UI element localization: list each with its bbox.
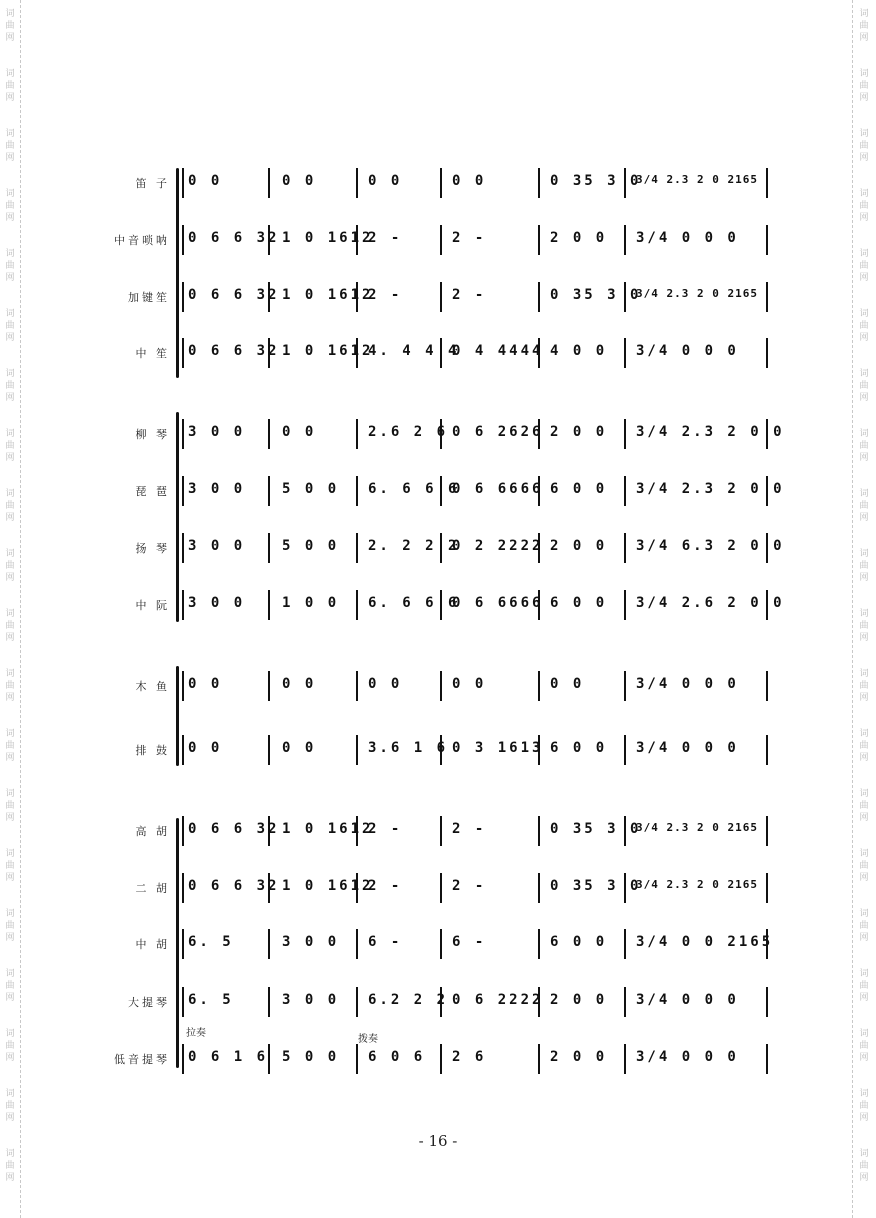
barline [538, 282, 540, 312]
measure: 0 6 2222 [452, 992, 544, 1008]
measure: 0 0 [550, 676, 585, 692]
watermark-text: 词曲网 [5, 969, 15, 1003]
barline [624, 671, 626, 701]
measure: 3/4 0 0 0 [636, 992, 739, 1008]
measure: 3 0 0 [282, 934, 340, 950]
instrument-label: 二 胡 [135, 882, 170, 895]
barline [624, 338, 626, 368]
measure: 3 0 0 [188, 424, 246, 440]
measure: 0 0 [452, 173, 487, 189]
barline [766, 987, 768, 1017]
measure: 5 0 0 [282, 1049, 340, 1065]
instrument-label: 扬 琴 [135, 542, 170, 555]
measure: 5 0 0 [282, 538, 340, 554]
measure: 0 0 [188, 676, 223, 692]
measure: 2 - [368, 878, 403, 894]
barline [624, 225, 626, 255]
measure: 0 6 6666 [452, 595, 544, 611]
watermark-text: 词曲网 [5, 789, 15, 823]
bowed-group-brace [176, 818, 179, 1068]
barline [538, 1044, 540, 1074]
barline [440, 873, 442, 903]
measure: 0 0 [368, 676, 403, 692]
measure: 1 0 1612 [282, 878, 374, 894]
page-number: - 16 - [418, 1132, 458, 1150]
watermark-text: 词曲网 [5, 549, 15, 583]
measure: 0 35 3 0 [550, 173, 642, 189]
system-start-barline [182, 476, 184, 506]
measure: 2 - [368, 230, 403, 246]
measure: 1 0 1612 [282, 821, 374, 837]
measure: 2 - [368, 287, 403, 303]
barline [356, 590, 358, 620]
instrument-label: 中 胡 [135, 938, 170, 951]
barline [268, 671, 270, 701]
barline [268, 168, 270, 198]
barline [766, 816, 768, 846]
woodwind-group-brace [176, 168, 179, 378]
watermark-text: 词曲网 [859, 189, 869, 223]
measure: 2 0 0 [550, 992, 608, 1008]
measure: 0 0 [282, 676, 317, 692]
watermark-text: 词曲网 [859, 549, 869, 583]
watermark-text: 词曲网 [5, 609, 15, 643]
watermark-text: 词曲网 [5, 909, 15, 943]
watermark-text: 词曲网 [859, 489, 869, 523]
measure: 3 0 0 [188, 595, 246, 611]
measure: 2 - [368, 821, 403, 837]
barline [538, 168, 540, 198]
barline [440, 282, 442, 312]
barline [268, 419, 270, 449]
barline [440, 225, 442, 255]
measure: 3.6 1 6 [368, 740, 449, 756]
measure: 6 - [368, 934, 403, 950]
measure: 3/4 0 0 0 [636, 230, 739, 246]
barline [624, 987, 626, 1017]
barline [538, 225, 540, 255]
watermark-text: 词曲网 [5, 669, 15, 703]
barline [356, 419, 358, 449]
measure: 2 0 0 [550, 1049, 608, 1065]
barline [356, 1044, 358, 1074]
barline [624, 735, 626, 765]
instrument-label: 大提琴 [128, 996, 170, 1009]
measure: 3 0 0 [188, 481, 246, 497]
watermark-text: 词曲网 [5, 129, 15, 163]
watermark-text: 词曲网 [859, 309, 869, 343]
barline [356, 533, 358, 563]
barline [538, 816, 540, 846]
watermark-text: 词曲网 [5, 729, 15, 763]
barline [356, 987, 358, 1017]
system-start-barline [182, 590, 184, 620]
barline [268, 929, 270, 959]
barline [766, 1044, 768, 1074]
watermark-text: 词曲网 [5, 1029, 15, 1063]
watermark-text: 词曲网 [5, 1149, 15, 1183]
measure: 6. 5 [188, 992, 234, 1008]
measure: 3/4 0 0 2165 [636, 934, 774, 950]
measure: 3 0 0 [282, 992, 340, 1008]
barline [538, 929, 540, 959]
technique-bow-label: 拉奏 [186, 1028, 206, 1039]
measure: 4. 4 4 4 [368, 343, 460, 359]
instrument-label: 柳 琴 [135, 428, 170, 441]
barline [624, 929, 626, 959]
watermark-text: 词曲网 [859, 849, 869, 883]
measure: 0 0 [282, 173, 317, 189]
barline [624, 419, 626, 449]
measure: 6 0 6 [368, 1049, 426, 1065]
measure: 5 0 0 [282, 481, 340, 497]
watermark-text: 词曲网 [859, 369, 869, 403]
measure: 3/4 2.3 2 0 0 [636, 424, 785, 440]
measure: 6 - [452, 934, 487, 950]
barline [624, 476, 626, 506]
measure: 2 0 0 [550, 230, 608, 246]
measure: 0 0 [282, 424, 317, 440]
measure: 3/4 2.3 2 0 2165 [636, 287, 758, 300]
measure: 0 0 [282, 740, 317, 756]
instrument-label: 木 鱼 [135, 680, 170, 693]
barline [538, 873, 540, 903]
measure: 0 6 6 32 [188, 287, 280, 303]
barline [766, 338, 768, 368]
system-start-barline [182, 419, 184, 449]
measure: 0 6 6666 [452, 481, 544, 497]
measure: 2 - [452, 287, 487, 303]
barline [440, 1044, 442, 1074]
barline [624, 590, 626, 620]
barline [766, 671, 768, 701]
system-start-barline [182, 987, 184, 1017]
barline [268, 1044, 270, 1074]
barline [268, 590, 270, 620]
measure: 2 - [452, 821, 487, 837]
barline [440, 816, 442, 846]
measure: 3/4 2.3 2 0 2165 [636, 173, 758, 186]
watermark-text: 词曲网 [5, 9, 15, 43]
measure: 0 0 [368, 173, 403, 189]
watermark-text: 词曲网 [859, 429, 869, 463]
measure: 3/4 2.3 2 0 2165 [636, 878, 758, 891]
system-start-barline [182, 338, 184, 368]
barline [356, 671, 358, 701]
instrument-label: 低音提琴 [114, 1053, 170, 1066]
measure: 0 35 3 0 [550, 878, 642, 894]
watermark-text: 词曲网 [859, 729, 869, 763]
measure: 0 35 3 0 [550, 821, 642, 837]
watermark-text: 词曲网 [5, 369, 15, 403]
measure: 6 0 0 [550, 740, 608, 756]
measure: 0 6 6 32 [188, 821, 280, 837]
measure: 0 0 [452, 676, 487, 692]
watermark-text: 词曲网 [859, 969, 869, 1003]
watermark-text: 词曲网 [859, 69, 869, 103]
barline [268, 476, 270, 506]
measure: 1 0 1612 [282, 343, 374, 359]
measure: 1 0 1612 [282, 287, 374, 303]
measure: 6. 6 6 6 [368, 481, 460, 497]
measure: 3 0 0 [188, 538, 246, 554]
watermark-text: 词曲网 [859, 1149, 869, 1183]
barline [440, 168, 442, 198]
measure: 3/4 2.3 2 0 2165 [636, 821, 758, 834]
watermark-text: 词曲网 [5, 1089, 15, 1123]
measure: 3/4 6.3 2 0 0 [636, 538, 785, 554]
watermark-text: 词曲网 [859, 9, 869, 43]
watermark-text: 词曲网 [859, 249, 869, 283]
system-start-barline [182, 282, 184, 312]
system-start-barline [182, 816, 184, 846]
watermark-text: 词曲网 [5, 309, 15, 343]
measure: 0 6 6 32 [188, 878, 280, 894]
barline [538, 671, 540, 701]
instrument-label: 琵 琶 [135, 485, 170, 498]
measure: 2 6 [452, 1049, 487, 1065]
watermark-text: 词曲网 [859, 909, 869, 943]
measure: 2 0 0 [550, 424, 608, 440]
barline [268, 533, 270, 563]
measure: 2. 2 2 2 [368, 538, 460, 554]
system-start-barline [182, 1044, 184, 1074]
watermark-text: 词曲网 [5, 249, 15, 283]
measure: 3/4 0 0 0 [636, 740, 739, 756]
watermark-text: 词曲网 [859, 1089, 869, 1123]
measure: 0 35 3 0 [550, 287, 642, 303]
measure: 6 0 0 [550, 595, 608, 611]
measure: 6. 6 6 6 [368, 595, 460, 611]
barline [268, 735, 270, 765]
system-start-barline [182, 671, 184, 701]
measure: 0 6 2626 [452, 424, 544, 440]
barline [766, 735, 768, 765]
measure: 0 4 4444 [452, 343, 544, 359]
measure: 1 0 1612 [282, 230, 374, 246]
barline [440, 671, 442, 701]
barline [356, 476, 358, 506]
watermark-text: 词曲网 [5, 189, 15, 223]
barline [766, 282, 768, 312]
barline [356, 168, 358, 198]
barline [766, 225, 768, 255]
watermark-text: 词曲网 [5, 489, 15, 523]
watermark-text: 词曲网 [5, 69, 15, 103]
instrument-label: 中 阮 [135, 599, 170, 612]
measure: 3/4 0 0 0 [636, 343, 739, 359]
system-start-barline [182, 873, 184, 903]
measure: 0 3 1613 [452, 740, 544, 756]
instrument-label: 高 胡 [135, 825, 170, 838]
measure: 0 6 1 6 [188, 1049, 269, 1065]
measure: 0 6 6 32 [188, 343, 280, 359]
system-start-barline [182, 168, 184, 198]
barline [624, 1044, 626, 1074]
instrument-label: 笛 子 [135, 177, 170, 190]
barline [766, 168, 768, 198]
measure: 6 0 0 [550, 481, 608, 497]
watermark-text: 词曲网 [859, 789, 869, 823]
barline [356, 929, 358, 959]
barline [268, 987, 270, 1017]
barline [440, 929, 442, 959]
percussion-group-brace [176, 666, 179, 766]
watermark-text: 词曲网 [859, 1029, 869, 1063]
measure: 6.2 2 2 [368, 992, 449, 1008]
measure: 3/4 2.6 2 0 0 [636, 595, 785, 611]
barline [356, 735, 358, 765]
measure: 3/4 0 0 0 [636, 676, 739, 692]
measure: 0 2 2222 [452, 538, 544, 554]
watermark-text: 词曲网 [859, 609, 869, 643]
measure: 6 0 0 [550, 934, 608, 950]
watermark-text: 词曲网 [859, 669, 869, 703]
instrument-label: 中 笙 [135, 347, 170, 360]
measure: 2 - [452, 878, 487, 894]
measure: 0 0 [188, 740, 223, 756]
instrument-label: 排 鼓 [135, 744, 170, 757]
measure: 4 0 0 [550, 343, 608, 359]
technique-pluck-label: 拨奏 [358, 1034, 378, 1045]
measure: 1 0 0 [282, 595, 340, 611]
instrument-label: 加键笙 [128, 291, 170, 304]
plucked-group-brace [176, 412, 179, 622]
measure: 0 0 [188, 173, 223, 189]
watermark-text: 词曲网 [859, 129, 869, 163]
watermark-text: 词曲网 [5, 849, 15, 883]
instrument-label: 中音唢呐 [114, 234, 170, 247]
system-start-barline [182, 533, 184, 563]
barline [624, 533, 626, 563]
measure: 3/4 0 0 0 [636, 1049, 739, 1065]
barline [766, 873, 768, 903]
measure: 2 - [452, 230, 487, 246]
measure: 2 0 0 [550, 538, 608, 554]
measure: 6. 5 [188, 934, 234, 950]
watermark-text: 词曲网 [5, 429, 15, 463]
system-start-barline [182, 929, 184, 959]
system-start-barline [182, 735, 184, 765]
measure: 0 6 6 32 [188, 230, 280, 246]
measure: 3/4 2.3 2 0 0 [636, 481, 785, 497]
system-start-barline [182, 225, 184, 255]
measure: 2.6 2 6 [368, 424, 449, 440]
